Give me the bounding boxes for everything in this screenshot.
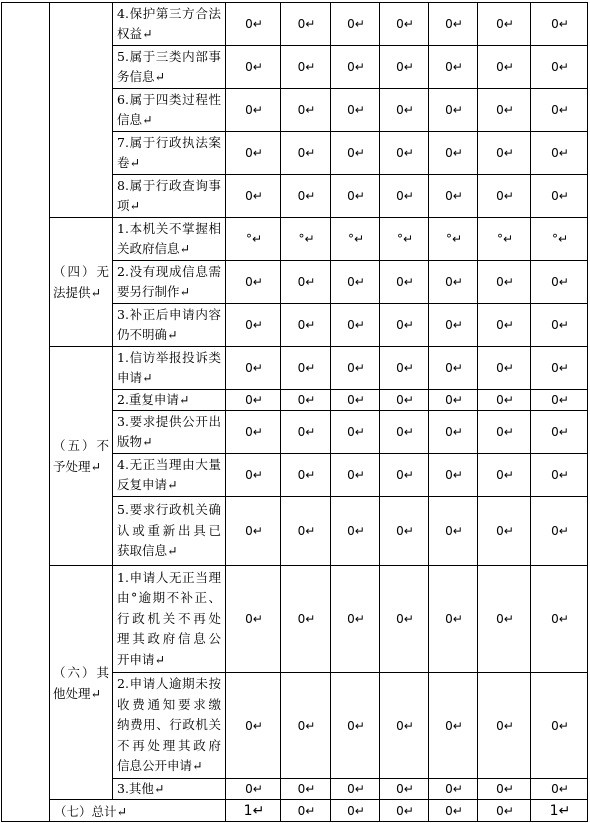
value-cell: 0↵: [380, 89, 429, 132]
item-label-line: 反复申请↵: [117, 477, 178, 492]
value-cell: 0↵: [429, 454, 478, 497]
value-cell: 0↵: [281, 673, 331, 779]
value-cell: 0↵: [531, 390, 588, 411]
value-cell: 0↵: [226, 454, 281, 497]
value-cell: 0↵: [429, 779, 478, 800]
item-label-line: 4.保护第三方合法: [117, 5, 221, 21]
value-cell: °↵: [281, 218, 331, 261]
category-label-line: （五）不: [53, 438, 109, 453]
value-cell: 0↵: [478, 454, 531, 497]
item-label-cell: [113, 411, 226, 454]
value-cell: 0↵: [429, 390, 478, 411]
value-cell: °↵: [226, 218, 281, 261]
item-label-cell: [113, 566, 226, 673]
item-label-line: 4.无正当理由大量: [117, 456, 221, 472]
total-value-cell: 0↵: [478, 800, 531, 822]
value-cell: 0↵: [331, 390, 380, 411]
value-cell: 0↵: [478, 46, 531, 89]
item-label-line: 项↵: [117, 198, 140, 213]
item-label-line: 由°逾期不补正、: [117, 590, 221, 606]
item-label-line: 2.重复申请↵: [117, 391, 190, 407]
value-cell: 0↵: [531, 261, 588, 304]
value-cell: 0↵: [331, 261, 380, 304]
value-cell: 0↵: [380, 261, 429, 304]
value-cell: 0↵: [429, 673, 478, 779]
category-label-line: （四）无: [53, 264, 109, 279]
value-cell: 0↵: [380, 497, 429, 566]
item-label-line: 卷↵: [117, 155, 140, 170]
item-label-cell: [113, 454, 226, 497]
value-cell: 0↵: [226, 175, 281, 218]
item-label-line: 版物↵: [117, 434, 153, 449]
value-cell: 0↵: [380, 454, 429, 497]
value-cell: 0↵: [226, 261, 281, 304]
total-value-cell: 0↵: [429, 800, 478, 822]
value-cell: 0↵: [380, 390, 429, 411]
value-cell: 0↵: [478, 497, 531, 566]
item-label-line: 仍不明确↵: [117, 327, 178, 342]
value-cell: 0↵: [380, 3, 429, 46]
item-label-line: 8.属于行政查询事: [117, 177, 221, 193]
value-cell: 0↵: [226, 566, 281, 673]
total-value-cell: 1↵: [531, 800, 588, 822]
value-cell: 0↵: [331, 46, 380, 89]
item-label-line: 1.信访举报投诉类: [117, 349, 221, 365]
value-cell: 0↵: [531, 779, 588, 800]
value-cell: 0↵: [331, 347, 380, 390]
value-cell: 0↵: [531, 347, 588, 390]
value-cell: 0↵: [331, 175, 380, 218]
value-cell: 0↵: [226, 132, 281, 175]
item-label-line: 5.要求行政机关确: [117, 502, 221, 518]
value-cell: 0↵: [380, 46, 429, 89]
value-cell: 0↵: [380, 347, 429, 390]
value-cell: °↵: [478, 218, 531, 261]
value-cell: 0↵: [380, 132, 429, 175]
value-cell: 0↵: [478, 89, 531, 132]
item-label-cell: [113, 175, 226, 218]
item-label-line: 权益↵: [117, 26, 153, 41]
value-cell: 0↵: [478, 347, 531, 390]
item-label-line: 2.申请人逾期未按: [117, 676, 221, 692]
item-label-line: 认或重新出具已: [117, 522, 221, 538]
value-cell: 0↵: [429, 89, 478, 132]
value-cell: 0↵: [429, 261, 478, 304]
item-label-line: 1.本机关不掌握相: [117, 220, 221, 236]
value-cell: 0↵: [281, 566, 331, 673]
value-cell: 0↵: [531, 132, 588, 175]
value-cell: 0↵: [380, 566, 429, 673]
value-cell: 0↵: [429, 304, 478, 347]
value-cell: 0↵: [429, 46, 478, 89]
item-label-line: 5.属于三类内部事: [117, 48, 221, 64]
item-label-line: 3.其他↵: [117, 780, 165, 796]
item-label-line: 收费通知要求缴: [117, 696, 221, 712]
value-cell: 0↵: [281, 3, 331, 46]
value-cell: 0↵: [478, 304, 531, 347]
item-label-cell: [113, 673, 226, 779]
item-label-cell: [113, 261, 226, 304]
item-label-cell: [113, 89, 226, 132]
value-cell: 0↵: [226, 390, 281, 411]
total-label-cell: （七）总计↵: [50, 800, 226, 822]
value-cell: 0↵: [380, 304, 429, 347]
value-cell: 0↵: [331, 497, 380, 566]
item-label-line: 关政府信息↵: [117, 241, 190, 256]
value-cell: 0↵: [429, 3, 478, 46]
value-cell: 0↵: [331, 566, 380, 673]
value-cell: 0↵: [331, 454, 380, 497]
item-label-line: 3.补正后申请内容: [117, 306, 221, 322]
item-label-cell: [113, 304, 226, 347]
item-label-cell: [113, 390, 226, 411]
value-cell: 0↵: [478, 411, 531, 454]
value-cell: 0↵: [531, 304, 588, 347]
value-cell: 0↵: [331, 89, 380, 132]
item-label-line: 信息↵: [117, 112, 153, 127]
item-label-line: 获取信息↵: [117, 543, 178, 559]
value-cell: 0↵: [281, 89, 331, 132]
value-cell: 0↵: [226, 3, 281, 46]
value-cell: 0↵: [281, 132, 331, 175]
value-cell: 0↵: [429, 566, 478, 673]
value-cell: 0↵: [281, 497, 331, 566]
value-cell: 0↵: [331, 779, 380, 800]
item-label-line: 申请↵: [117, 370, 153, 385]
value-cell: 0↵: [478, 261, 531, 304]
item-label-line: 开申请↵: [117, 651, 165, 667]
value-cell: 0↵: [226, 89, 281, 132]
table-left-blank-cell: [2, 3, 50, 822]
total-value-cell: 0↵: [380, 800, 429, 822]
total-value-cell: 0↵: [331, 800, 380, 822]
item-label-cell: [113, 3, 226, 46]
value-cell: 0↵: [531, 46, 588, 89]
item-label-cell: [113, 497, 226, 566]
total-value-cell: 0↵: [281, 800, 331, 822]
item-label-cell: [113, 218, 226, 261]
value-cell: 0↵: [380, 175, 429, 218]
report-table: [1, 2, 588, 822]
category-cell-other-processing: [50, 566, 113, 800]
value-cell: °↵: [380, 218, 429, 261]
value-cell: 0↵: [281, 779, 331, 800]
value-cell: 0↵: [531, 89, 588, 132]
item-label-line: 不再处理其政府: [117, 737, 221, 753]
value-cell: 0↵: [429, 347, 478, 390]
item-label-line: 理其政府信息公: [117, 631, 221, 647]
value-cell: 0↵: [478, 175, 531, 218]
value-cell: °↵: [429, 218, 478, 261]
value-cell: 0↵: [531, 3, 588, 46]
category-label-line: （六）其: [53, 664, 109, 680]
value-cell: 0↵: [281, 454, 331, 497]
value-cell: 0↵: [478, 566, 531, 673]
value-cell: 0↵: [429, 411, 478, 454]
item-label-cell: [113, 46, 226, 89]
value-cell: 0↵: [281, 390, 331, 411]
item-label-line: 7.属于行政执法案: [117, 134, 221, 150]
value-cell: 0↵: [331, 3, 380, 46]
item-label-cell: [113, 347, 226, 390]
item-label-line: 2.没有现成信息需: [117, 263, 221, 279]
value-cell: 0↵: [226, 779, 281, 800]
value-cell: 0↵: [429, 175, 478, 218]
item-label-line: 行政机关不再处: [117, 610, 221, 626]
value-cell: 0↵: [478, 3, 531, 46]
value-cell: 0↵: [429, 132, 478, 175]
item-label-cell: [113, 132, 226, 175]
value-cell: 0↵: [226, 304, 281, 347]
item-label-line: 纳费用、行政机关: [117, 717, 221, 733]
item-label-line: 1.申请人无正当理: [117, 569, 221, 585]
item-label-line: 信息公开申请↵: [117, 758, 203, 774]
item-label-line: 务信息↵: [117, 69, 165, 84]
total-value-cell: 1↵: [226, 800, 281, 822]
category-cell-not-processed: [50, 347, 113, 566]
value-cell: 0↵: [531, 673, 588, 779]
value-cell: 0↵: [531, 454, 588, 497]
value-cell: 0↵: [281, 347, 331, 390]
value-cell: 0↵: [478, 779, 531, 800]
value-cell: 0↵: [380, 673, 429, 779]
value-cell: 0↵: [478, 132, 531, 175]
value-cell: °↵: [331, 218, 380, 261]
value-cell: 0↵: [281, 261, 331, 304]
category-cell-unable-to-provide: [50, 218, 113, 347]
value-cell: 0↵: [531, 497, 588, 566]
value-cell: 0↵: [226, 46, 281, 89]
value-cell: 0↵: [281, 304, 331, 347]
value-cell: 0↵: [281, 46, 331, 89]
value-cell: 0↵: [380, 411, 429, 454]
item-label-line: 3.要求提供公开出: [117, 413, 221, 429]
value-cell: 0↵: [531, 175, 588, 218]
item-label-line: 6.属于四类过程性: [117, 91, 221, 107]
value-cell: 0↵: [331, 132, 380, 175]
value-cell: 0↵: [226, 411, 281, 454]
category-label-line: 予处理↵: [53, 459, 101, 474]
value-cell: 0↵: [331, 673, 380, 779]
category-cell-continued: [50, 3, 113, 218]
value-cell: 0↵: [226, 673, 281, 779]
item-label-line: 要另行制作↵: [117, 284, 190, 299]
item-label-cell: [113, 779, 226, 800]
value-cell: 0↵: [380, 779, 429, 800]
value-cell: 0↵: [281, 411, 331, 454]
value-cell: 0↵: [226, 347, 281, 390]
category-label-line: 法提供↵: [53, 285, 101, 300]
category-label-line: 他处理↵: [53, 685, 101, 701]
value-cell: 0↵: [281, 175, 331, 218]
value-cell: 0↵: [429, 497, 478, 566]
value-cell: 0↵: [478, 673, 531, 779]
value-cell: 0↵: [531, 566, 588, 673]
value-cell: 0↵: [226, 497, 281, 566]
value-cell: 0↵: [331, 304, 380, 347]
value-cell: °↵: [531, 218, 588, 261]
value-cell: 0↵: [331, 411, 380, 454]
value-cell: 0↵: [531, 411, 588, 454]
value-cell: 0↵: [478, 390, 531, 411]
